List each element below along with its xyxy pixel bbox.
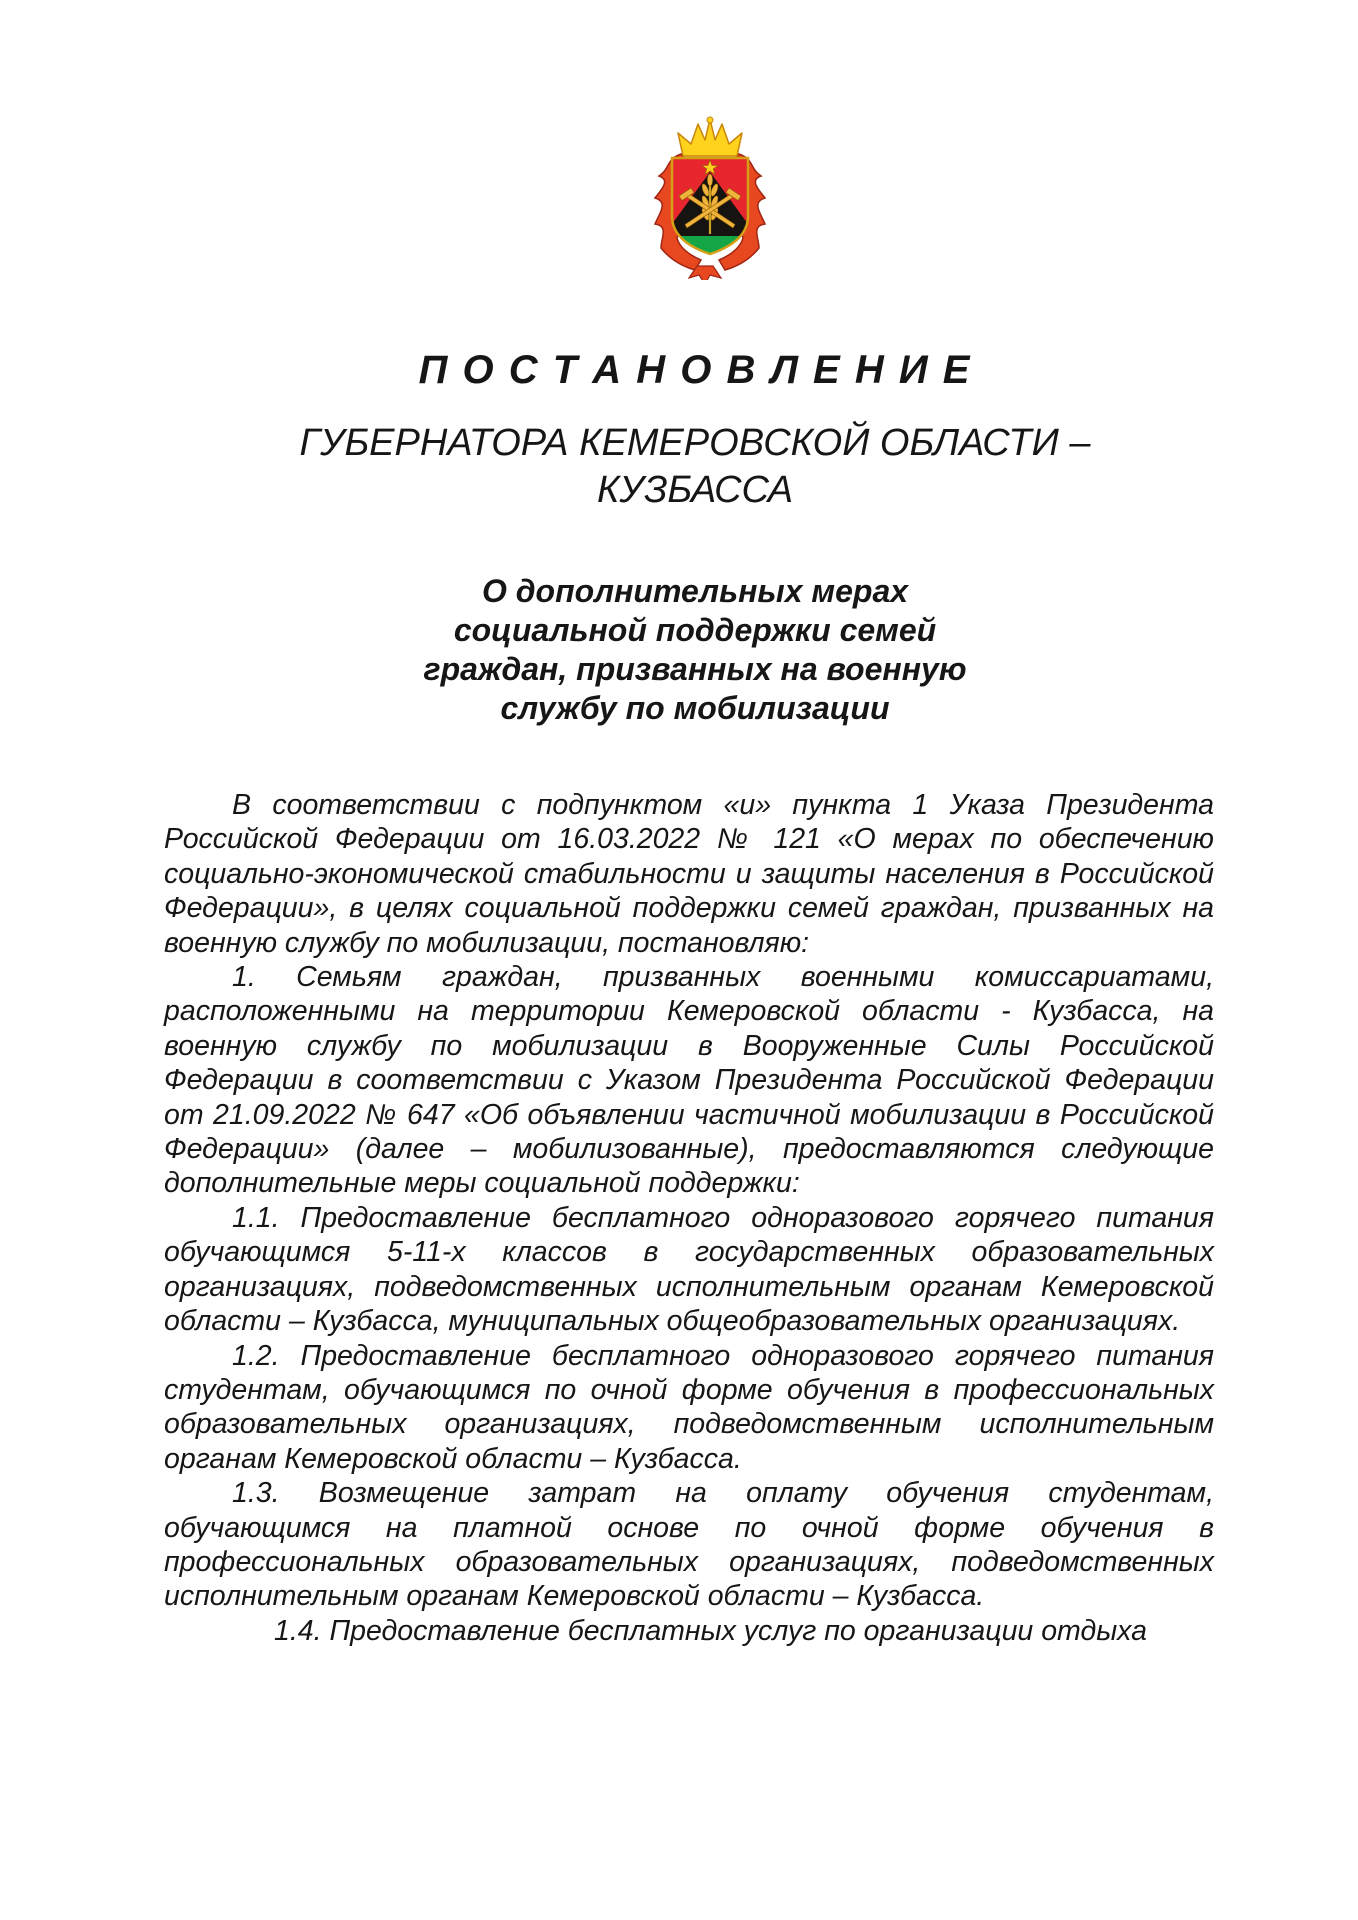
paragraph-1-2: 1.2. Предоставление бесплатного одноразового горячего питания студентам, обучающимся по очной форме обучения в профессиональных образовательных организациях, подведомственным исполнительным органам Кемеровской области – Кузбасса. <box>164 1339 1214 1475</box>
paragraph-1-1: 1.1. Предоставление бесплатного одноразового горячего питания обучающимся 5-11-х классов в государственных образовательных организациях, подведомственных исполнительным органам Кемеровской области – Кузбасса, муниципальных общеобразовательных организациях. <box>164 1201 1214 1338</box>
authority-line-1: ГУБЕРНАТОРА КЕМЕРОВСКОЙ ОБЛАСТИ – <box>299 422 1091 464</box>
subject-line-1: О дополнительных мерах <box>481 573 909 609</box>
subject-line-2: социальной поддержки семей <box>453 612 937 648</box>
subject-line-3: граждан, призванных на военную <box>423 651 967 687</box>
issuing-authority <box>150 420 1240 514</box>
paragraph-1: 1. Семьям граждан, призванных военными комиссариатами, расположенными на территории Кемеровской области - Кузбасса, на военную службу по мобилизации в Вооруженные Силы Российской Федерации в соответствии с Указом Президента Российской Федерации от 21.09.2022 № 647 «Об объявлении частичной мобилизации в Российской Федерации» (далее – мобилизованные), предоставляются следующие дополнительные меры социальной поддержки: <box>164 961 1214 1200</box>
paragraph-preamble: В соответствии с подпунктом «и» пункта 1 Указа Президента Российской Федерации от 16.03.2022 № 121 «О мерах по обеспечению социально-экономической стабильности и защиты населения в Российской Федерации», в целях социальной поддержки семей граждан, призванных на военную службу по мобилизации, постановляю: <box>164 789 1214 959</box>
kemerovo-coat-of-arms-icon <box>645 116 775 280</box>
paragraph-1-4: 1.4. Предоставление бесплатных услуг по организации отдыха <box>274 1614 1147 1647</box>
authority-line-2: КУЗБАССА <box>596 469 794 511</box>
document-type-title: П О С Т А Н О В Л Е Н И Е <box>418 348 972 392</box>
subject-line-4: службу по мобилизации <box>500 690 890 726</box>
paragraph-1-3: 1.3. Возмещение затрат на оплату обучения студентам, обучающимся на платной основе по очной форме обучения в профессиональных образовательных организациях, подведомственных исполнительным органам Кемеровской области – Кузбасса. <box>164 1477 1214 1613</box>
document-body <box>164 788 1214 1648</box>
document-subject <box>150 572 1240 728</box>
